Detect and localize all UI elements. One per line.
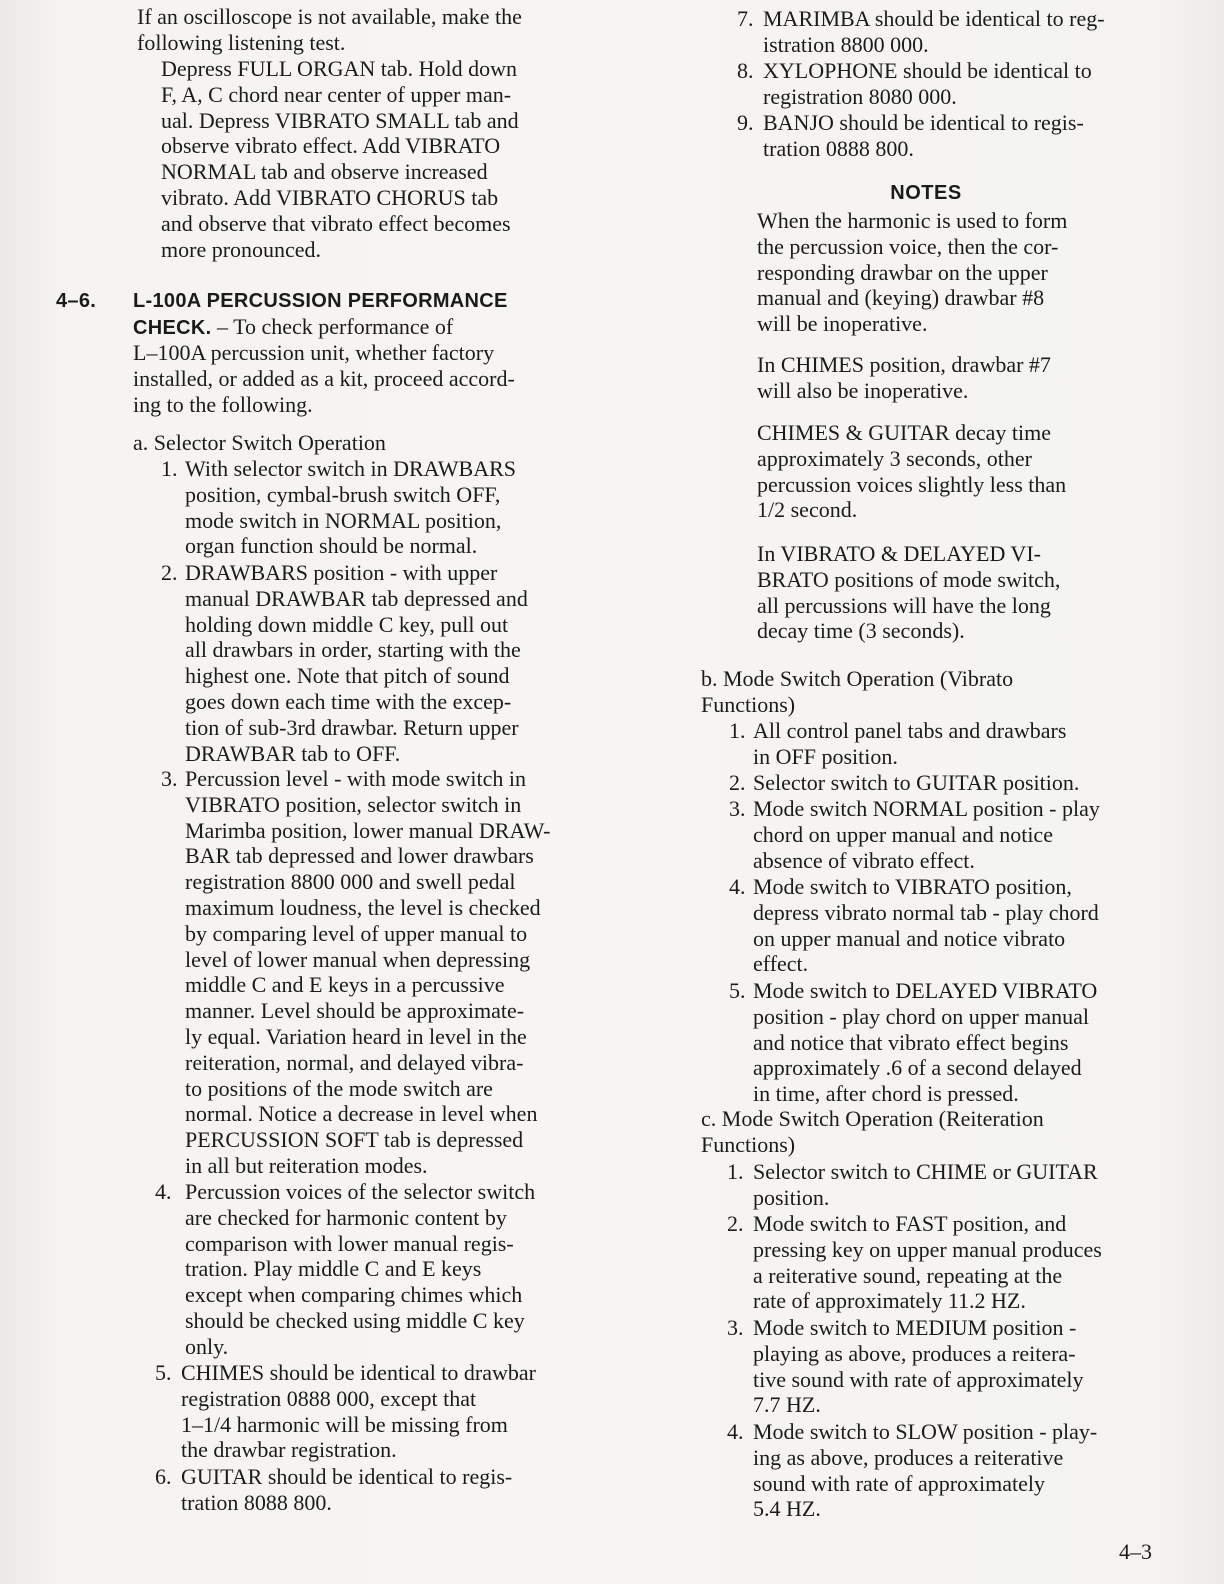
list-number: 8.: [737, 58, 754, 83]
list-item: DRAWBARS position - with upper manual DRAWBAR tab depressed and holding down middle C key, pull out all drawbars in order, starting with the highest one. Note that pitch of sound goes down each time with the excep- tion of sub-3rd drawbar. Return upper DRAWBAR tab to OFF.: [185, 560, 528, 766]
list-number: 5.: [729, 978, 746, 1003]
list-number: 5.: [155, 1360, 172, 1385]
note-paragraph: In VIBRATO & DELAYED VI- BRATO positions of mode switch, all percussions will have the long decay time (3 seconds).: [757, 541, 1061, 644]
notes-title: NOTES: [890, 182, 962, 204]
section-number: 4–6.: [56, 290, 97, 312]
subsection-c-heading: c. Mode Switch Operation (Reiteration Functions): [701, 1106, 1044, 1157]
section-heading-continued: CHECK.: [133, 317, 212, 339]
note-paragraph: When the harmonic is used to form the percussion voice, then the cor- responding drawbar on the upper manual and (keying) drawbar #8 will be inoperative.: [757, 208, 1068, 337]
list-item: MARIMBA should be identical to reg- istration 8800 000.: [763, 6, 1105, 57]
list-item: Mode switch to VIBRATO position, depress vibrato normal tab - play chord on upper manual and notice vibrato effect.: [753, 874, 1099, 977]
section-intro-text: – To check performance of: [211, 314, 454, 339]
list-number: 2.: [161, 560, 178, 585]
list-number: 1.: [727, 1159, 744, 1184]
subsection-a-heading: a. Selector Switch Operation: [133, 430, 386, 455]
list-item: All control panel tabs and drawbars in OFF position.: [753, 718, 1067, 769]
list-item: Percussion voices of the selector switch are checked for harmonic content by comparison with lower manual regis- tration. Play middle C and E keys except when comparing chimes which should be checked using middle C key only.: [185, 1179, 536, 1359]
section-intro-first-line: [133, 314, 453, 342]
list-item: GUITAR should be identical to regis- tration 8088 800.: [181, 1464, 513, 1515]
list-number: 1.: [729, 718, 746, 743]
list-item: Mode switch to SLOW position - play- ing as above, produces a reiterative sound with rate of approximately 5.4 HZ.: [753, 1419, 1098, 1522]
list-item: Mode switch to DELAYED VIBRATO position - play chord on upper manual and notice that vibrato effect begins approximately .6 of a second delayed in time, after chord is pressed.: [753, 978, 1098, 1107]
list-number: 6.: [155, 1464, 172, 1489]
note-paragraph: CHIMES & GUITAR decay time approximately 3 seconds, other percussion voices slightly less than 1/2 second.: [757, 420, 1067, 523]
list-item: Percussion level - with mode switch in VIBRATO position, selector switch in Marimba position, lower manual DRAW- BAR tab depressed and lower drawbars registration 8800 000 and swell pedal maximum loudness, the level is checked by comparing level of upper manual to level of lower manual when depressing middle C and E keys in a percussive manner. Level should be approximate- ly equal. Variation heard in level in the reiteration, normal, and delayed vibra- to positions of the mode switch are normal. Notice a decrease in level when PERCUSSION SOFT tab is depressed in all but reiteration modes.: [185, 766, 551, 1178]
list-item: Selector switch to CHIME or GUITAR position.: [753, 1159, 1098, 1210]
list-item: XYLOPHONE should be identical to registration 8080 000.: [763, 58, 1092, 109]
list-number: 4.: [155, 1179, 172, 1204]
list-item: BANJO should be identical to regis- tration 0888 800.: [763, 110, 1084, 161]
listening-test-steps: Depress FULL ORGAN tab. Hold down F, A, C chord near center of upper man- ual. Depress VIBRATO SMALL tab and observe vibrato effect. Add VIBRATO NORMAL tab and observe increased vibrato. Add VIBRATO CHORUS tab and observe that vibrato effect becomes more pronounced.: [161, 56, 519, 262]
list-number: 3.: [161, 766, 178, 791]
list-number: 1.: [161, 456, 178, 481]
list-number: 3.: [729, 796, 746, 821]
oscilloscope-intro: If an oscilloscope is not available, make the following listening test.: [137, 4, 522, 55]
list-item: Mode switch to FAST position, and pressing key on upper manual produces a reiterative sound, repeating at the rate of approximately 11.2 HZ.: [753, 1211, 1102, 1314]
list-item: Selector switch to GUITAR position.: [753, 770, 1080, 795]
list-number: 9.: [737, 110, 754, 135]
list-number: 7.: [737, 6, 754, 31]
section-heading: L-100A PERCUSSION PERFORMANCE: [133, 290, 508, 312]
page-number: 4–3: [1119, 1539, 1152, 1564]
list-number: 4.: [729, 874, 746, 899]
list-item: CHIMES should be identical to drawbar registration 0888 000, except that 1–1/4 harmonic will be missing from the drawbar registration.: [181, 1360, 536, 1463]
subsection-b-heading: b. Mode Switch Operation (Vibrato Functions): [701, 666, 1014, 717]
list-number: 2.: [729, 770, 746, 795]
list-item: Mode switch NORMAL position - play chord on upper manual and notice absence of vibrato effect.: [753, 796, 1100, 873]
list-number: 2.: [727, 1211, 744, 1236]
section-intro-rest: L–100A percussion unit, whether factory installed, or added as a kit, proceed accord- ing to the following.: [133, 340, 515, 417]
list-item: With selector switch in DRAWBARS position, cymbal-brush switch OFF, mode switch in NORMAL position, organ function should be normal.: [185, 456, 516, 559]
list-number: 3.: [727, 1315, 744, 1340]
list-item: Mode switch to MEDIUM position - playing as above, produces a reitera- tive sound with rate of approximately 7.7 HZ.: [753, 1315, 1084, 1418]
note-paragraph: In CHIMES position, drawbar #7 will also be inoperative.: [757, 352, 1051, 403]
list-number: 4.: [727, 1419, 744, 1444]
